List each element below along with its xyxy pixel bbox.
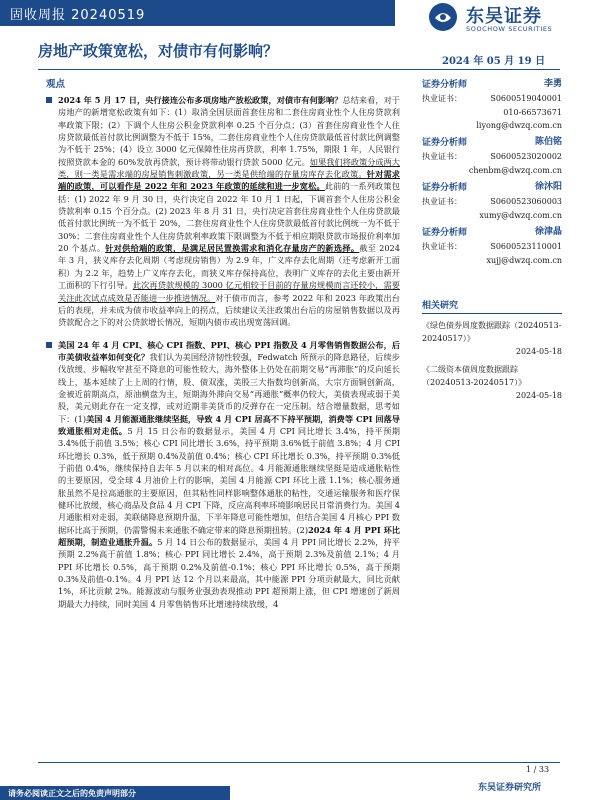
cert-label: 执业证书： xyxy=(422,94,462,103)
p2-text-d: 5 月 14 日公布的数据显示，美国 4 月 PPI 同比增长 2.2%，持平预期 2.2%高于前值 1.8%；核心 PPI 同比增长 2.4%，高于预期 2.3%及前值 2.1%；4 月 PPI 环比增长 0.5%，高于预期 0.2%及前值-0.1%；核心 PPI 环比增长 0.5%，高于预期 0.3%及前值-0.1%。4 月 PPI 达 12 个月以来最高，其中能源 PPI 分项贡献最大，同比贡献 1%，环比贡献 2%。能源波动与服务业强劲表现推动 PPI 超预期上涨，但 CPI 增速创了新周期最大力持续，同时美国 4 月零售销售环比增速持续放缓，4 xyxy=(58,537,400,609)
p2-lead: 美国 24 年 4 月 CPI、核心 CPI 指数、PPI、核心 PPI 指数及 4 月零售销售数据公布，后市美债收益率如何变化？ xyxy=(58,339,400,362)
p1-text-c: 截至 2024 年 3 月，狭义库存去化周期（考虑现房销售）为 2.9 年，广义库存去化周期（还考虑新开工面积）为 2.2 年，趋势上广义库存去化，而狭义库存保持高位，表明广义库存的去化主要由新开工面积的下行引导。 xyxy=(58,243,400,291)
paragraph-us-cpi xyxy=(46,339,400,611)
p1-lead: 2024 年 5 月 17 日，央行接连公布多项房地产放松政策，对债市有何影响？ xyxy=(58,95,343,105)
related-heading: 相关研究 xyxy=(422,298,562,314)
cert-number: S0600523110001 xyxy=(490,242,562,251)
footer-org: 东吴证券研究所 xyxy=(478,783,542,793)
company-logo xyxy=(428,2,588,36)
analyst-phone: 010-66573671 xyxy=(503,108,562,117)
p1-text-a: 总结来看，对于房地产的新增宽松政策有如下：(1）取消全国层面首套住房和二套住房商业性个人住房贷款利率政策下限；(2）下调个人住房公积金贷款利率 0.25 个百分点；(3）首套住房商业性个人住房贷款最低首付款比例调整为不低于 15%，二套住房商业性个人住房贷款最低首付款比例调整为不低于 25%；(4）设立 3000 亿元保障性住房再贷款，利率 1.75%，期限 1 年，人民银行按照贷款本金的 60%发放再贷款，预计将带动银行贷款 5000 亿元。 xyxy=(58,95,400,167)
analyst-role: 证券分析师 xyxy=(422,138,468,148)
p2-bold-1: 美国 4 月能源通胀继续坚挺，导致 4 月 CPI 居高不下持平预期，消费等 CPI 回落导致通胀相对走低。 xyxy=(58,413,400,436)
analyst-sidebar xyxy=(422,78,562,271)
footer-divider xyxy=(38,762,560,763)
analyst-name: 李勇 xyxy=(543,79,562,89)
analyst-card xyxy=(422,226,562,267)
header-divider xyxy=(38,69,560,70)
logo-mark-icon xyxy=(428,2,458,32)
disclaimer-banner xyxy=(0,786,230,800)
p1-text-b: 此前的一系列政策包括：(1) 2022 年 9 月 30 日，央行决定自 2022 年 10 月 1 日起，下调首套个人住房公积金贷款利率 0.15 个百分点。(2) 2023 年 8 月 31 日，央行决定首套住房商业性个人住房贷款最低首付款比例统一为不低于 20%，二套住房商业性个人住房贷款最低首付款比例统一为不低于 30%；二套住房商业性个人住房贷款利率政策下限调整为不低于相应期限贷款市场报价利率加 20 个基点。 xyxy=(58,181,400,254)
analyst-name: 徐津晶 xyxy=(534,227,562,237)
report-series: 固收周报 20240519 xyxy=(10,8,146,23)
cert-number: S0600519040001 xyxy=(490,94,562,103)
analyst-role: 证券分析师 xyxy=(422,183,468,193)
bullet-icon xyxy=(46,97,52,103)
analyst-name: 陈伯铭 xyxy=(534,137,562,147)
page-number: 1 / 33 xyxy=(526,765,550,774)
related-date: 2024-05-18 xyxy=(515,391,562,400)
related-link[interactable]: 《二级资本债周度数据跟踪（20240513-20240517）》 xyxy=(422,365,527,387)
header-banner xyxy=(0,0,395,26)
cert-number: S0600523060003 xyxy=(490,197,562,206)
analyst-email[interactable]: liyong@dwzq.com.cn xyxy=(476,121,562,130)
report-title: 房地产政策宽松，对债市有何影响？ xyxy=(38,42,279,60)
section-label-viewpoint: 观点 xyxy=(46,79,66,90)
logo-text-en: SOOCHOW SECURITIES xyxy=(466,25,553,33)
cert-label: 执业证书： xyxy=(422,242,462,251)
analyst-email[interactable]: xumy@dwzq.com.cn xyxy=(479,211,562,220)
p1-underline-1: 如果我们将政策分成两大类，则一类是需求端的房屋销售刺激政策，另一类是供给端的存量房库存去化政策。 xyxy=(58,156,400,180)
p1-underline-4: 此次再贷款规模的 3000 亿元相较于目前的存量房规模而言还较小，需要关注此次试点成效是否能进一步推进情况。 xyxy=(58,280,400,303)
p2-text-a: 我们认为美国经济韧性较强，Fedwatch 所预示的降息路径，后续步伐放缓、步幅收窄甚至不降息的可能性较大，海外整体上仍处在前期交易“再滞胀”的反向延长线上，基本延续了上上周的行情，股、债双涨，美股三大指数均创新高，大宗方面铜创新高，金被近前期高点，原油横盘为主，短期海外滞向交易“再通胀”概率仍较大，美债表现或弱于美股，美元则此存在一定支撑，或对近期非美货币的反弹存在一定压制。结合增量数据，思考如下：(1) xyxy=(58,351,400,424)
analyst-name: 徐沐阳 xyxy=(534,182,562,192)
cert-number: S0600523020002 xyxy=(490,152,562,161)
logo-text-cn: 东吴证券 xyxy=(466,6,542,27)
related-link[interactable]: 《绿色债券周度数据跟踪（20240513-20240517）》 xyxy=(422,321,562,343)
related-research xyxy=(422,298,562,408)
analyst-email[interactable]: xujj@dwzq.com.cn xyxy=(486,256,562,265)
analyst-role: 证券分析师 xyxy=(422,228,468,238)
disclaimer-text: 请务必阅读正文之后的免责声明部分 xyxy=(8,788,136,798)
p1-text-d: 对于债市而言，参考 2022 年和 2023 年政策出台后的表现，并未成为债市收益率向上的拐点，后续建议关注政策出台后的房屋销售数据以及再贷款配合之下的对公贷款增长情况，短期内债市或出现宽荡回调。 xyxy=(58,292,400,328)
cert-label: 执业证书： xyxy=(422,152,462,161)
analyst-card xyxy=(422,78,562,132)
related-date: 2024-05-18 xyxy=(515,347,562,356)
analyst-role: 证券分析师 xyxy=(422,80,468,90)
main-body xyxy=(46,94,400,610)
analyst-card xyxy=(422,181,562,222)
p2-bold-2: 2024 年 4 月 PPI 环比超预期，制造业通胀升温。 xyxy=(58,524,400,548)
paragraph-property-policy xyxy=(46,94,400,329)
p2-text-c: 5 月 15 日公布的数据显示，美国 4 月 CPI 同比增长 3.4%，持平预期 3.4%低于前值 3.5%；核心 CPI 同比增长 3.6%，持平预期 3.6%低于前值 3.8%；4 月 CPI 环比增长 0.3%，低于预期 0.4%及前值 0.4%；核心 CPI 环比增长 0.3%，持平预期 0.3%低于前值 0.4%，继续保持自去年 5 月以来的相对高位。4 月能源通胀继续坚挺是造成通胀粘性的主要原因，受全球 4 月油价上行的影响，美国 4 月能源 CPI 环比上涨 1.1%；核心服务通胀虽然不是拉高通胀的主要原因，但其粘性同样影响整体通胀的粘性，交通运输服务和医疗保健环比放缓，核心商品及食品 4 月 CPI 下降，反应高利率环境影响居民日常消费行为。美国 4 月通胀相对走弱，美联储降息预期升温，下半年降息可能性增加，但结合美国 4 月核心 PPI 数据环比高于预期，仍需警惕未来通胀不确定带来的降息预期扭转。(2) xyxy=(58,425,400,535)
analyst-email[interactable]: chenbm@dwzq.com.cn xyxy=(468,166,562,175)
cert-label: 执业证书： xyxy=(422,197,462,206)
bullet-icon xyxy=(46,342,52,348)
p1-underline-2: 针对需求端的政策，可以看作是 2022 年和 2023 年政策的延续和进一步宽松。 xyxy=(58,169,400,192)
report-date: 2024 年 05 月 19 日 xyxy=(442,56,546,67)
p1-underline-3: 针对供给端的政策，是满足居民置换需求和消化存量房产的新选择。 xyxy=(105,243,360,254)
analyst-card xyxy=(422,136,562,177)
